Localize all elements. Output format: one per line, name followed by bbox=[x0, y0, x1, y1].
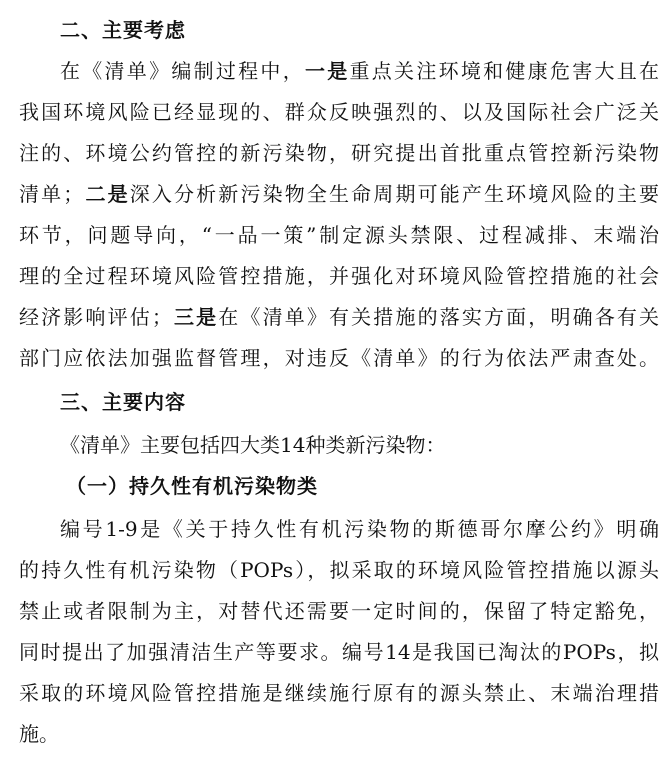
paragraph-line: 编号1-9是《关于持久性有机污染物的斯德哥尔摩公约》明确 bbox=[60, 517, 659, 541]
paragraph-line: 的持久性有机污染物（POPs），拟采取的环境风险管控措施以源头 bbox=[19, 558, 659, 582]
paragraph-line: 理的全过程环境风险管控措施，并强化对环境风险管控措施的社会 bbox=[19, 264, 659, 288]
paragraph-line: 注的、环境公约管控的新污染物，研究提出首批重点管控新污染物 bbox=[19, 141, 659, 165]
paragraph-line bbox=[19, 304, 659, 330]
paragraph-line: 同时提出了加强清洁生产等要求。编号14是我国已淘汰的POPs，拟 bbox=[19, 640, 659, 664]
section-heading-main-contents: 三、主要内容 bbox=[60, 390, 186, 414]
subsection-heading-pops: （一）持久性有机污染物类 bbox=[66, 474, 318, 498]
paragraph-line: 采取的环境风险管控措施是继续施行原有的源头禁止、末端治理措 bbox=[19, 681, 659, 705]
paragraph-line: 我国环境风险已经显现的、群众反映强烈的、以及国际社会广泛关 bbox=[19, 100, 659, 124]
text-run: 在《清单》编制过程中， bbox=[60, 59, 305, 83]
text-run: 清单； bbox=[19, 182, 84, 206]
emphasis-first: 一是 bbox=[304, 59, 350, 83]
text-run: 在《清单》有关措施的落实方面，明确各有关 bbox=[218, 305, 659, 329]
section-heading-main-considerations: 二、主要考虑 bbox=[60, 18, 186, 42]
text-run: 重点关注环境和健康危害大且在 bbox=[349, 59, 659, 83]
paragraph-line bbox=[19, 181, 659, 207]
section-intro: 《清单》主要包括四大类14种类新污染物： bbox=[60, 433, 446, 457]
emphasis-second: 二是 bbox=[83, 182, 130, 206]
paragraph-line: 部门应依法加强监督管理，对违反《清单》的行为依法严肃查处。 bbox=[19, 346, 659, 370]
emphasis-third: 三是 bbox=[171, 305, 219, 329]
text-run: 经济影响评估； bbox=[19, 305, 172, 329]
paragraph-line: 环节，问题导向，“一品一策”制定源头禁限、过程减排、末端治 bbox=[19, 223, 659, 247]
paragraph-line: 施。 bbox=[19, 722, 59, 746]
text-run: 深入分析新污染物全生命周期可能产生环境风险的主要 bbox=[129, 182, 659, 206]
paragraph-line bbox=[60, 58, 659, 84]
paragraph-line: 禁止或者限制为主，对替代还需要一定时间的，保留了特定豁免， bbox=[19, 599, 659, 623]
